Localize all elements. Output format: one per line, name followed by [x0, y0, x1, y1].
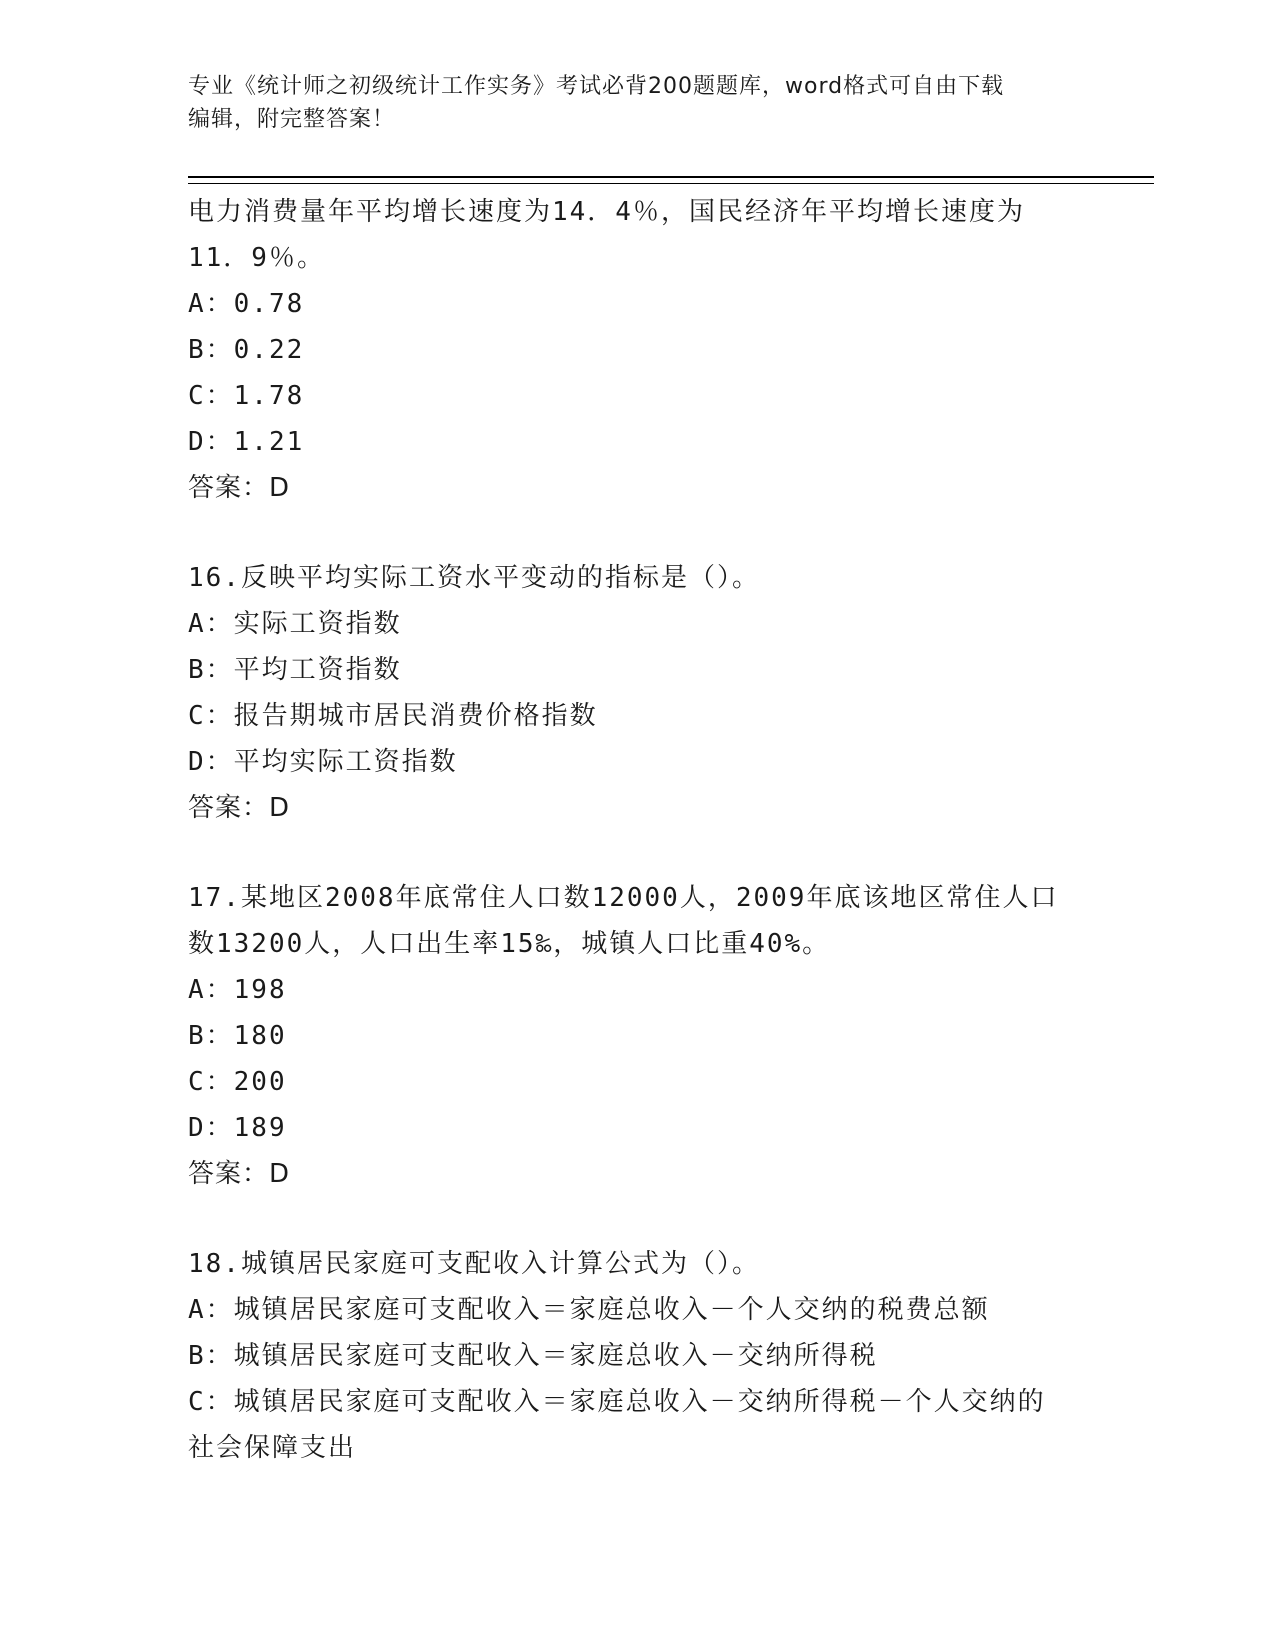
question-17: [188, 875, 1088, 1197]
option-c: C：200: [188, 1067, 287, 1097]
option-b: B：180: [188, 1021, 287, 1051]
spacer: [188, 1197, 1088, 1241]
option-b: B：城镇居民家庭可支配收入＝家庭总收入－交纳所得税: [188, 1341, 878, 1371]
question-text: 18.城镇居民家庭可支配收入计算公式为（）。: [188, 1249, 760, 1279]
option-d: D：平均实际工资指数: [188, 747, 458, 777]
header-line-2: 编辑，附完整答案！: [188, 107, 396, 132]
option-c: C：报告期城市居民消费价格指数: [188, 701, 598, 731]
answer: 答案：D: [188, 1159, 291, 1189]
answer: 答案：D: [188, 473, 291, 503]
question-15: [188, 189, 1088, 511]
header-line-1: 专业《统计师之初级统计工作实务》考试必背200题题库，word格式可自由下载: [188, 74, 1005, 99]
question-text: 16.反映平均实际工资水平变动的指标是（）。: [188, 563, 760, 593]
header-divider-thin: [188, 183, 1154, 184]
option-a: A：198: [188, 975, 287, 1005]
question-list: [188, 189, 1088, 1471]
question-18: [188, 1241, 1088, 1471]
question-text: 17.某地区2008年底常住人口数12000人，2009年底该地区常住人口: [188, 883, 1059, 913]
option-d: D：189: [188, 1113, 287, 1143]
option-d: D：1.21: [188, 427, 305, 457]
spacer: [188, 511, 1088, 555]
option-c-continued: 社会保障支出: [188, 1433, 357, 1463]
option-b: B：0.22: [188, 335, 305, 365]
question-text: 数13200人，人口出生率15‰，城镇人口比重40%。: [188, 929, 831, 959]
answer: 答案：D: [188, 793, 291, 823]
question-text: 电力消费量年平均增长速度为14．4％，国民经济年平均增长速度为: [188, 197, 1025, 227]
header-divider-thick: [188, 176, 1154, 178]
document-header: [188, 70, 1088, 136]
question-text: 11．9％。: [188, 243, 325, 273]
option-a: A：城镇居民家庭可支配收入＝家庭总收入－个人交纳的税费总额: [188, 1295, 990, 1325]
option-c: C：1.78: [188, 381, 305, 411]
option-c: C：城镇居民家庭可支配收入＝家庭总收入－交纳所得税－个人交纳的: [188, 1387, 1046, 1417]
option-b: B：平均工资指数: [188, 655, 402, 685]
option-a: A：实际工资指数: [188, 609, 402, 639]
option-a: A：0.78: [188, 289, 305, 319]
question-16: [188, 555, 1088, 831]
spacer: [188, 831, 1088, 875]
